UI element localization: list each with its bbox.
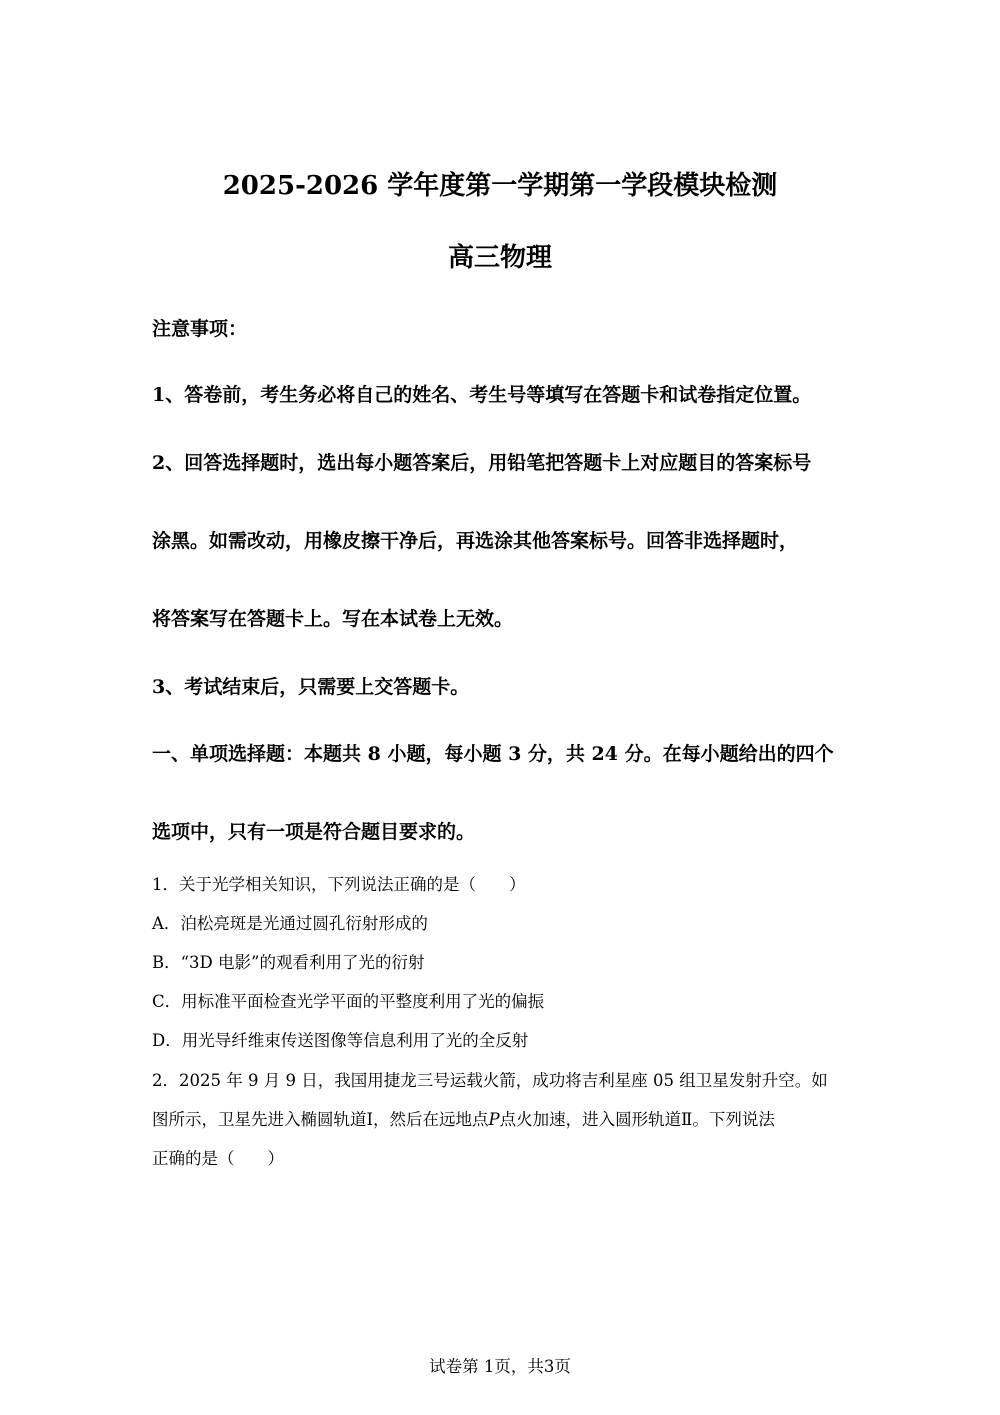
question-2-line-1: 2．2025 年 9 月 9 日，我国用捷龙三号运载火箭，成功将吉利星座 05 组卫星发射升空。如: [152, 1071, 828, 1090]
question-2-line-2-text-after: 点火加速，进入圆形轨道Ⅱ。下列说法: [499, 1110, 775, 1129]
question-1-option-b: B．“3D 电影”的观看利用了光的衍射: [152, 953, 425, 972]
notice-heading: 注意事项：: [152, 318, 248, 340]
page-footer: 试卷第 1页，共3页: [429, 1357, 571, 1376]
question-1-option-c: C．用标准平面检查光学平面的平整度利用了光的偏振: [152, 992, 545, 1011]
question-1-stem: 1．关于光学相关知识，下列说法正确的是（ ）: [152, 875, 526, 894]
point-p-variable: P: [488, 1110, 500, 1129]
notice-item-3: 3、考试结束后，只需要上交答题卡。: [152, 676, 470, 698]
exam-title: 2025-2026 学年度第一学期第一学段模块检测: [222, 171, 778, 201]
question-2-line-2: [152, 1108, 852, 1132]
notice-item-2-line-2: 涂黑。如需改动，用橡皮擦干净后，再选涂其他答案标号。回答非选择题时，: [152, 530, 799, 552]
notice-item-2-line-1: 2、回答选择题时，选出每小题答案后，用铅笔把答题卡上对应题目的答案标号: [152, 452, 812, 474]
section-1-heading-line-2: 选项中，只有一项是符合题目要求的。: [152, 821, 476, 843]
question-1-option-a: A．泊松亮斑是光通过圆孔衍射形成的: [152, 914, 428, 933]
question-1-option-d: D．用光导纤维束传送图像等信息利用了光的全反射: [152, 1031, 529, 1050]
notice-item-1: 1、答卷前，考生务必将自己的姓名、考生号等填写在答题卡和试卷指定位置。: [152, 384, 812, 406]
question-2-line-3: 正确的是（ ）: [152, 1149, 284, 1168]
notice-item-2-line-3: 将答案写在答题卡上。写在本试卷上无效。: [152, 608, 514, 630]
question-2-line-2-text-before: 图所示，卫星先进入椭圆轨道Ⅰ，然后在远地点: [152, 1110, 489, 1129]
subject-title: 高三物理: [447, 243, 552, 273]
section-1-heading-line-1: 一、单项选择题：本题共 8 小题，每小题 3 分，共 24 分。在每小题给出的四个: [152, 743, 834, 765]
